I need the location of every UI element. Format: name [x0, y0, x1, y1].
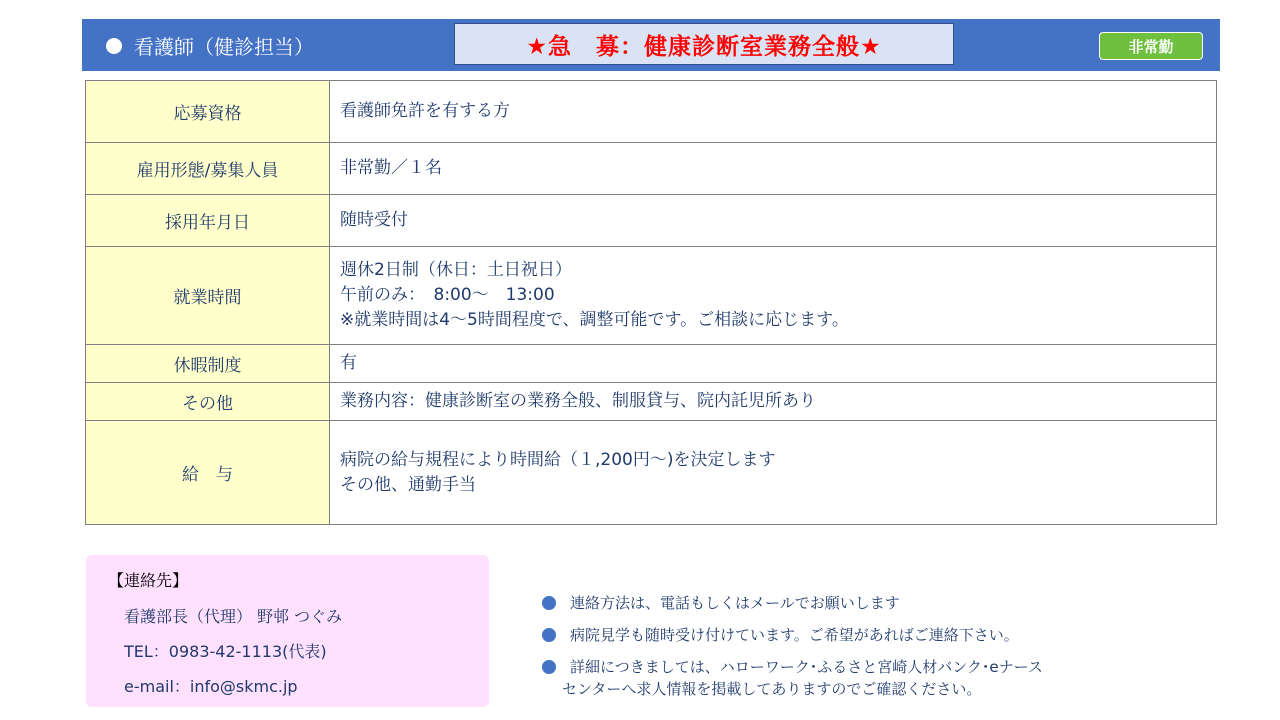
value-line: 病院の給与規程により時間給（１,200円～)を決定します — [340, 449, 776, 470]
row-value — [330, 345, 1217, 383]
header-bar — [82, 19, 1220, 71]
bullet-circle-icon — [542, 660, 556, 674]
row-label: 就業時間 — [86, 247, 330, 345]
table-row — [86, 81, 1217, 143]
note-text-continued: センターへ求人情報を掲載してありますのでご確認ください。 — [562, 680, 982, 698]
value-line: ※就業時間は4～5時間程度で、調整可能です。ご相談に応じます。 — [340, 310, 849, 330]
note-text: 詳細につきましては、ハローワーク･ふるさと宮崎人材バンク･eナース — [570, 658, 1043, 676]
table-row — [86, 421, 1217, 525]
table-row — [86, 345, 1217, 383]
row-value — [330, 247, 1217, 345]
value-line: 随時受付 — [340, 210, 408, 230]
value-line: その他、通勤手当 — [340, 474, 476, 495]
notes-list — [542, 592, 1242, 710]
row-value — [330, 195, 1217, 247]
table-row — [86, 143, 1217, 195]
note-text: 病院見学も随時受け付けています。ご希望があればご連絡下さい。 — [570, 626, 1019, 644]
row-label: 応募資格 — [86, 81, 330, 143]
list-item — [542, 624, 1242, 646]
value-line: 有 — [340, 353, 357, 373]
bullet-circle-icon — [542, 628, 556, 642]
contact-phone[interactable]: TEL：0983-42-1113(代表) — [124, 642, 327, 661]
table-row — [86, 383, 1217, 421]
contact-heading: 【連絡先】 — [108, 571, 189, 590]
list-item — [542, 592, 1242, 614]
row-label: 雇用形態/募集人員 — [86, 143, 330, 195]
value-line: 非常勤／１名 — [340, 158, 442, 178]
row-label: その他 — [86, 383, 330, 421]
list-item — [542, 656, 1242, 700]
contact-box — [86, 555, 489, 707]
employment-type-badge: 非常勤 — [1099, 32, 1203, 60]
row-value — [330, 383, 1217, 421]
contact-email[interactable]: e-mail：info@skmc.jp — [124, 677, 298, 696]
header-title — [106, 31, 314, 60]
value-line: 週休2日制（休日：土日祝日） — [340, 260, 572, 280]
bullet-circle-icon — [542, 596, 556, 610]
value-line: 看護師免許を有する方 — [340, 101, 510, 121]
urgent-recruitment-banner: ★急 募：健康診断室業務全般★ — [454, 23, 954, 65]
bullet-circle-icon — [106, 38, 122, 54]
row-value — [330, 143, 1217, 195]
row-value — [330, 81, 1217, 143]
job-title: 看護師（健診担当） — [134, 35, 314, 59]
contact-name: 看護部長（代理） 野邨 つぐみ — [124, 607, 343, 626]
row-label: 採用年月日 — [86, 195, 330, 247]
row-label: 休暇制度 — [86, 345, 330, 383]
row-value — [330, 421, 1217, 525]
job-details-table — [85, 80, 1217, 525]
note-text: 連絡方法は、電話もしくはメールでお願いします — [570, 594, 900, 612]
table-row — [86, 247, 1217, 345]
value-line: 業務内容：健康診断室の業務全般、制服貸与、院内託児所あり — [340, 391, 816, 411]
table-row — [86, 195, 1217, 247]
value-line: 午前のみ： 8:00～ 13:00 — [340, 285, 555, 305]
row-label: 給 与 — [86, 421, 330, 525]
